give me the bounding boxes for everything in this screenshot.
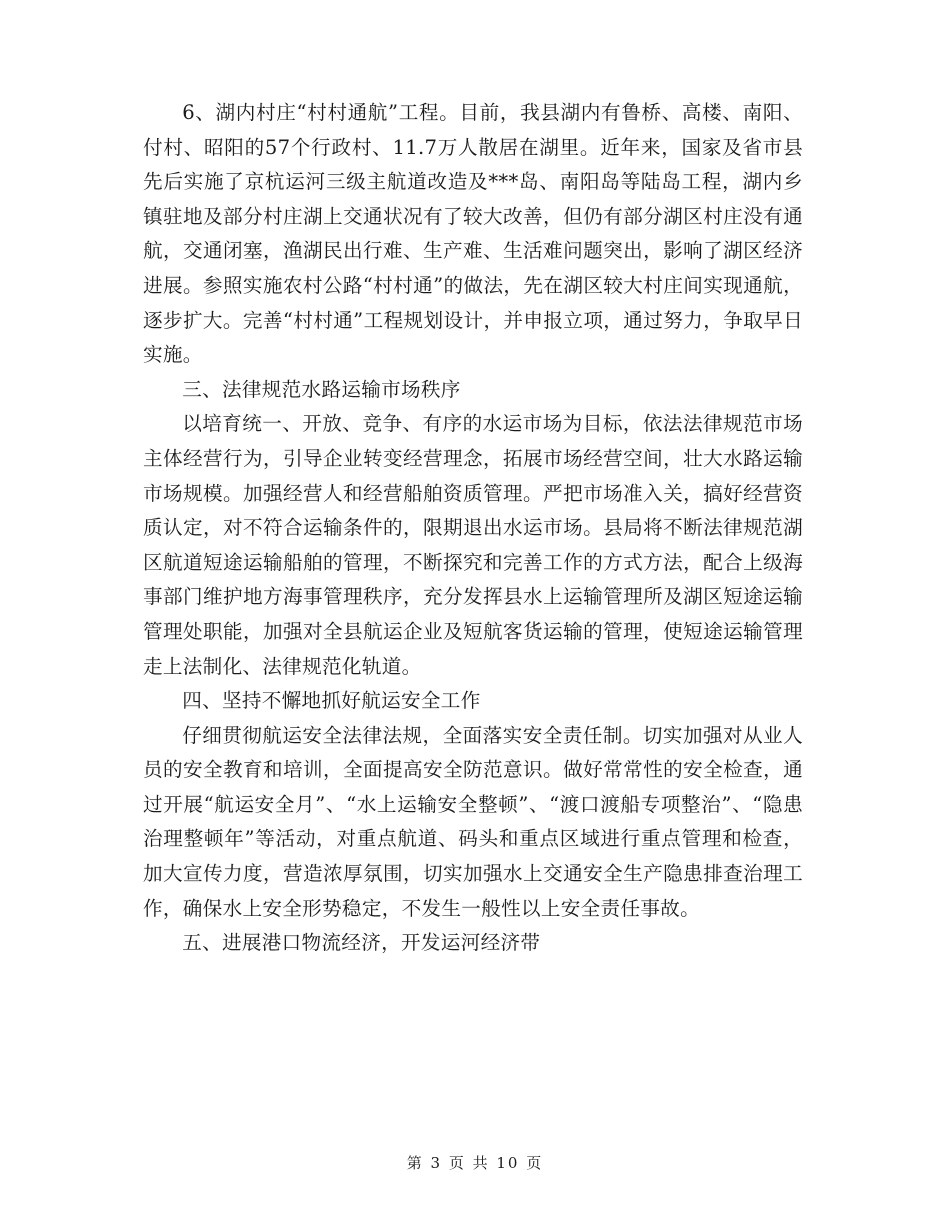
section-heading-4: 四、坚持不懈地抓好航运安全工作	[182, 689, 481, 713]
page-number-footer: 第 3 页 共 10 页	[406, 1154, 544, 1172]
section-heading-5: 五、进展港口物流经济，开发运河经济带	[182, 931, 541, 955]
section-heading-3: 三、法律规范水路运输市场秩序	[182, 377, 461, 401]
paragraph-shipping-safety: 仔细贯彻航运安全法律法规，全面落实安全责任制。切实加强对从业人员的安全教育和培训，全面提高安全防范意识。做好常常性的安全检查，通过开展“航运安全月”、“水上运输安全整顿”、“渡口渡船专项整治”、“隐患治理整顿年”等活动，对重点航道、码头和重点区域进行重点管理和检查，加大宣传力度，营造浓厚氛围，切实加强水上交通安全生产隐患排查治理工作，确保水上安全形势稳定，不发生一般性以上安全责任事故。	[143, 723, 803, 920]
document-body	[143, 96, 803, 961]
paragraph-market-order: 以培育统一、开放、竞争、有序的水运市场为目标，依法法律规范市场主体经营行为，引导企业转变经营理念，拓展市场经营空间，壮大水路运输市场规模。加强经营人和经营船舶资质管理。严把市场准入关，搞好经营资质认定，对不符合运输条件的，限期退出水运市场。县局将不断法律规范湖区航道短途运输船舶的管理，不断探究和完善工作的方式方法，配合上级海事部门维护地方海事管理秩序，充分发挥县水上运输管理所及湖区短途运输管理处职能，加强对全县航运企业及短航客货运输的管理，使短途运输管理走上法制化、法律规范化轨道。	[143, 412, 803, 678]
paragraph-village-navigation: 6、湖内村庄“村村通航”工程。目前，我县湖内有鲁桥、高楼、南阳、付村、昭阳的57个行政村、11.7万人散居在湖里。近年来，国家及省市县先后实施了京杭运河三级主航道改造及***岛、南阳岛等陆岛工程，湖内乡镇驻地及部分村庄湖上交通状况有了较大改善，但仍有部分湖区村庄没有通航，交通闭塞，渔湖民出行难、生产难、生活难问题突出，影响了湖区经济进展。参照实施农村公路“村村通”的做法，先在湖区较大村庄间实现通航，逐步扩大。完善“村村通”工程规划设计，并申报立项，通过努力，争取早日实施。	[143, 101, 803, 367]
